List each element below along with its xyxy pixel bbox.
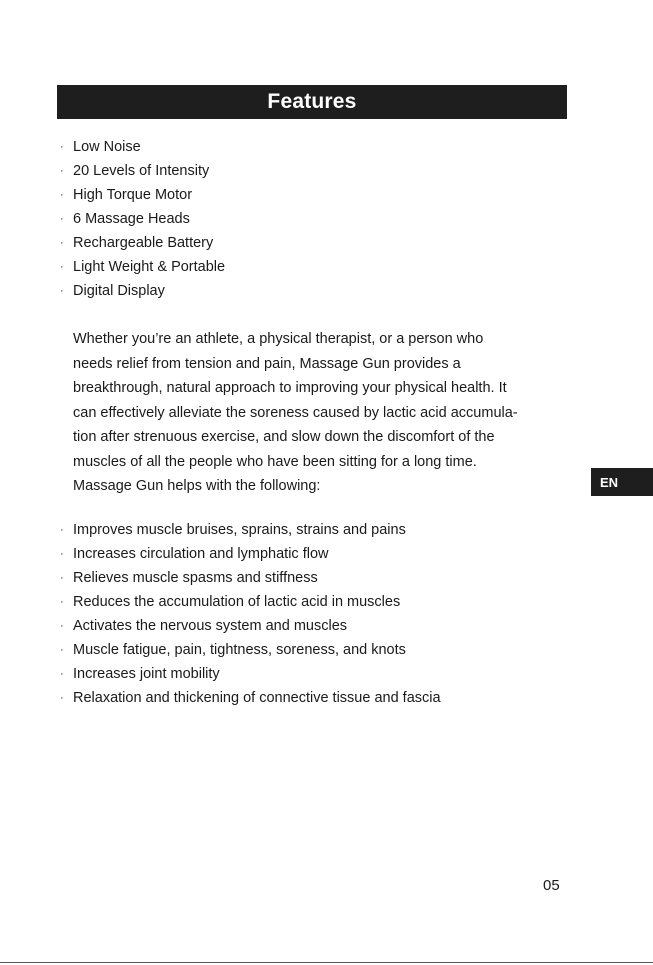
list-item-text: 6 Massage Heads xyxy=(73,211,190,227)
intro-paragraph xyxy=(73,327,583,499)
section-title: Features xyxy=(267,90,357,113)
bullet-dot: · xyxy=(60,524,64,536)
bullet-dot: · xyxy=(60,165,64,177)
list-item xyxy=(60,183,225,207)
benefits-list xyxy=(60,518,441,710)
list-item xyxy=(60,662,441,686)
list-item-text: Digital Display xyxy=(73,283,165,299)
bullet-dot: · xyxy=(60,189,64,201)
list-item-text: Increases joint mobility xyxy=(73,666,220,682)
list-item-text: Relieves muscle spasms and stiffness xyxy=(73,570,318,586)
paragraph-line: Whether you’re an athlete, a physical therapist, or a person who xyxy=(73,331,484,347)
paragraph-line: muscles of all the people who have been sitting for a long time. xyxy=(73,453,477,470)
list-item xyxy=(60,686,441,710)
bullet-dot: · xyxy=(60,213,64,225)
bullet-dot: · xyxy=(60,692,64,704)
bullet-dot: · xyxy=(60,285,64,297)
list-item xyxy=(60,518,441,542)
list-item xyxy=(60,638,441,662)
list-item-text: Increases circulation and lymphatic flow xyxy=(73,546,329,562)
list-item-text: Reduces the accumulation of lactic acid in muscles xyxy=(73,594,401,610)
bullet-dot: · xyxy=(60,141,64,153)
language-tab-label: EN xyxy=(600,474,619,490)
paragraph-line: needs relief from tension and pain, Massage Gun provides a xyxy=(73,355,461,372)
bullet-dot: · xyxy=(60,620,64,632)
list-item-text: 20 Levels of Intensity xyxy=(73,163,210,179)
list-item xyxy=(60,590,441,614)
list-item-text: Low Noise xyxy=(73,139,141,155)
page-number: 05 xyxy=(543,877,560,894)
bullet-dot: · xyxy=(60,237,64,249)
paragraph-line: breakthrough, natural approach to improving your physical health. It xyxy=(73,380,507,396)
bullet-dot: · xyxy=(60,668,64,680)
paragraph-line: can effectively alleviate the soreness caused by lactic acid accumula- xyxy=(73,404,518,421)
paragraph-line: tion after strenuous exercise, and slow down the discomfort of the xyxy=(73,429,495,445)
features-list xyxy=(60,135,225,303)
bullet-dot: · xyxy=(60,548,64,560)
list-item-text: Relaxation and thickening of connective tissue and fascia xyxy=(73,690,441,706)
list-item xyxy=(60,255,225,279)
list-item xyxy=(60,279,225,303)
list-item-text: High Torque Motor xyxy=(73,187,193,203)
list-item-text: Light Weight & Portable xyxy=(73,259,226,275)
list-item xyxy=(60,614,441,638)
bullet-dot: · xyxy=(60,644,64,656)
list-item xyxy=(60,135,225,159)
section-title-bar xyxy=(57,85,567,119)
language-tab xyxy=(591,468,653,496)
list-item-text: Muscle fatigue, pain, tightness, soreness, and knots xyxy=(73,642,406,658)
list-item xyxy=(60,566,441,590)
list-item xyxy=(60,207,225,231)
list-item-text: Rechargeable Battery xyxy=(73,235,214,251)
bullet-dot: · xyxy=(60,261,64,273)
list-item xyxy=(60,159,225,183)
bullet-dot: · xyxy=(60,596,64,608)
list-item-text: Improves muscle bruises, sprains, strains and pains xyxy=(73,522,406,538)
bottom-rule xyxy=(0,962,653,963)
list-item-text: Activates the nervous system and muscles xyxy=(73,618,348,634)
bullet-dot: · xyxy=(60,572,64,584)
list-item xyxy=(60,231,225,255)
paragraph-line: Massage Gun helps with the following: xyxy=(73,478,321,494)
list-item xyxy=(60,542,441,566)
